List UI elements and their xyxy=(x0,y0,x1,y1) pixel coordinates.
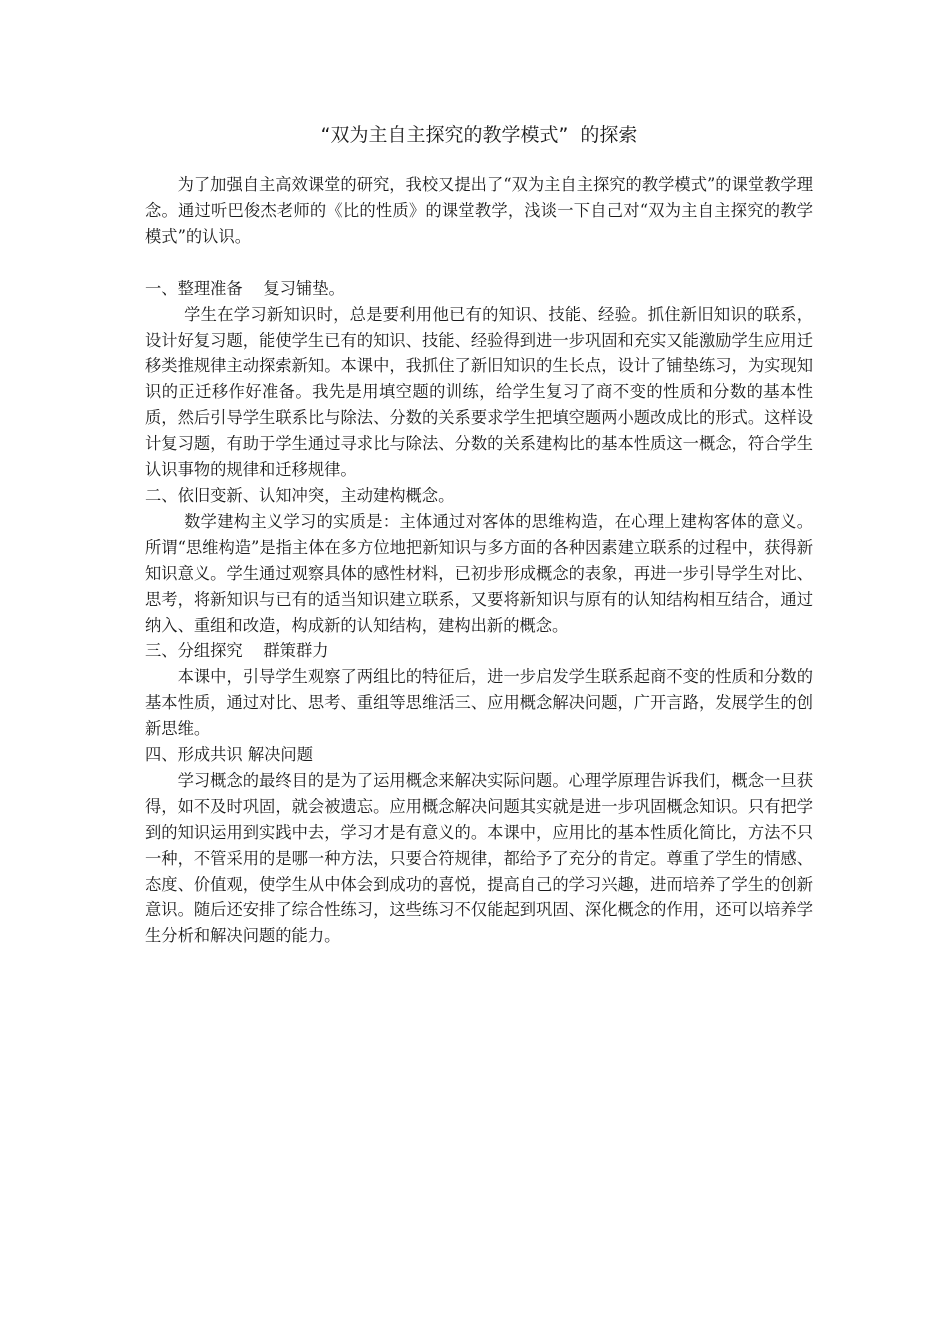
document-title: “双为主自主探究的教学模式” 的探索 xyxy=(320,124,638,146)
section-1-heading: 一、整理准备 复习铺垫。 xyxy=(145,278,345,298)
section-2-body: 数学建构主义学习的实质是：主体通过对客体的思维构造，在心理上建构客体的意义。所谓“思维构造”是指主体在多方位地把新知识与多方面的各种因素建立联系的过程中，获得新知识意义。学生通过观察具体的感性材料，已初步形成概念的表象，再进一步引导学生对比、思考，将新知识与已有的适当知识建立联系，又要将新知识与原有的认知结构相互结合，通过纳入、重组和改造，构成新的认知结构，建构出新的概念。 xyxy=(145,511,813,635)
section-2-heading: 二、依旧变新、认知冲突，主动建构概念。 xyxy=(145,485,455,505)
document-page xyxy=(145,120,813,949)
intro-paragraph: 为了加强自主高效课堂的研究，我校又提出了“双为主自主探究的教学模式”的课堂教学理念。通过听巴俊杰老师的《比的性质》的课堂教学，浅谈一下自己对“双为主自主探究的教学模式”的认识。 xyxy=(145,175,813,246)
section-4-heading: 四、形成共识 解决问题 xyxy=(145,745,313,765)
paragraph-gap xyxy=(145,250,813,276)
section-3-body: 本课中，引导学生观察了两组比的特征后，进一步启发学生联系起商不变的性质和分数的基本性质，通过对比、思考、重组等思维活三、应用概念解决问题，广开言路，发展学生的创新思维。 xyxy=(145,667,813,739)
section-3-heading: 三、分组探究 群策群力 xyxy=(145,641,329,661)
section-4-body: 学习概念的最终目的是为了运用概念来解决实际问题。心理学原理告诉我们，概念一旦获得，如不及时巩固，就会被遗忘。应用概念解决问题其实就是进一步巩固概念知识。只有把学到的知识运用到实践中去，学习才是有意义的。本课中，应用比的基本性质化简比，方法不只一种，不管采用的是哪一种方法，只要合符规律，都给予了充分的肯定。尊重了学生的情感、态度、价值观，使学生从中体会到成功的喜悦，提高自己的学习兴趣，进而培养了学生的创新意识。随后还安排了综合性练习，这些练习不仅能起到巩固、深化概念的作用，还可以培养学生分析和解决问题的能力。 xyxy=(145,770,813,946)
section-1-body: 学生在学习新知识时，总是要利用他已有的知识、技能、经验。抓住新旧知识的联系，设计好复习题，能使学生已有的知识、技能、经验得到进一步巩固和充实又能激励学生应用迁移类推规律主动探索新知。本课中，我抓住了新旧知识的生长点，设计了铺垫练习，为实现知识的正迁移作好准备。我先是用填空题的训练，给学生复习了商不变的性质和分数的基本性质，然后引导学生联系比与除法、分数的关系要求学生把填空题两小题改成比的形式。这样设计复习题，有助于学生通过寻求比与除法、分数的关系建构比的基本性质这一概念，符合学生认识事物的规律和迁移规律。 xyxy=(145,304,813,480)
